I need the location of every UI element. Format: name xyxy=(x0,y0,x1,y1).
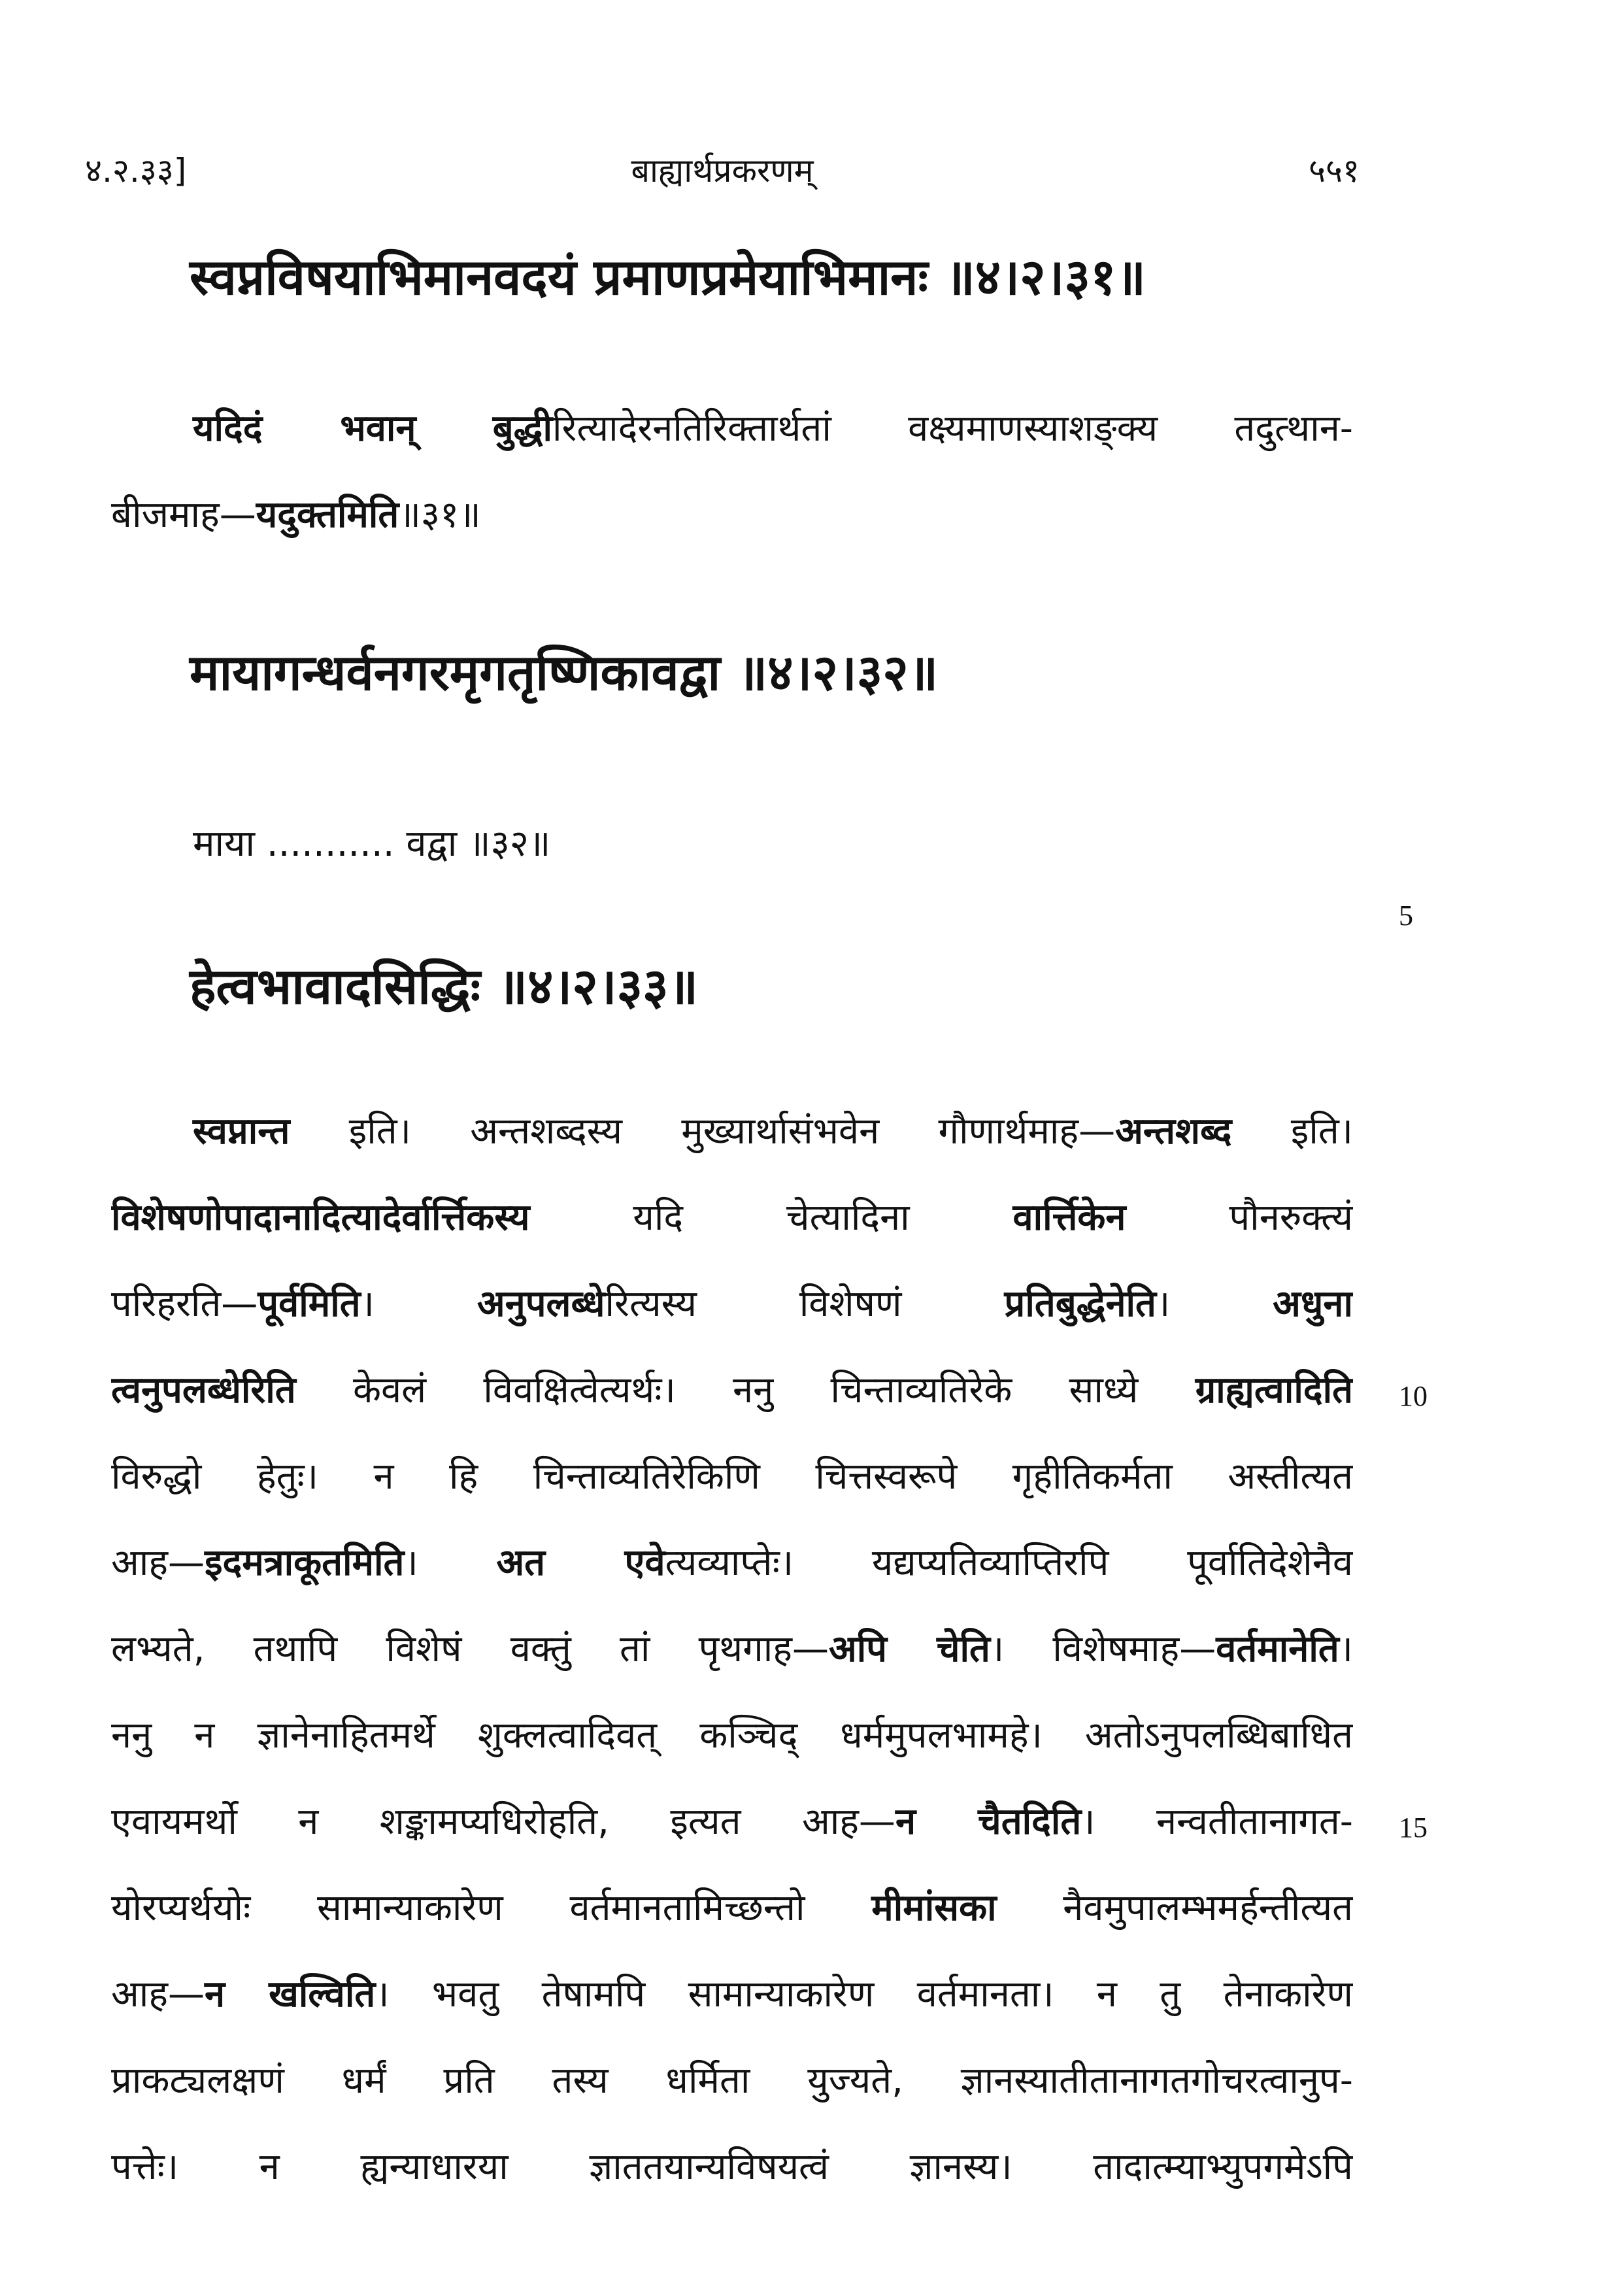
text-line xyxy=(111,2124,1353,2210)
bold-term: न खल्विति xyxy=(204,1973,376,2016)
text-run: एवायमर्थो न शङ्कामप्यधिरोहति, इत्यत आह— xyxy=(111,1800,895,1843)
text-line xyxy=(111,1175,1353,1261)
sutra-31: स्वप्नविषयाभिमानवदयं प्रमाणप्रमेयाभिमानः ॥४।२।३१॥ xyxy=(190,248,1146,306)
bold-term: ग्राह्यत्वादिति xyxy=(1195,1369,1353,1411)
text-run: यदि चेत्यादिना xyxy=(529,1196,1013,1239)
text-run: ॥३१॥ xyxy=(399,494,481,536)
section-reference: ४.२.३३] xyxy=(85,152,187,190)
line-number: 5 xyxy=(1399,900,1413,932)
text-line xyxy=(111,472,1353,558)
text-run: प्राकट्यलक्षणं धर्मं प्रति तस्य धर्मिता युज्यते, ज्ञानस्यातीतानागतगोचरत्वानुप- xyxy=(111,2059,1353,2102)
text-line xyxy=(111,1261,1353,1347)
line-number: 15 xyxy=(1399,1812,1428,1844)
text-run: नैवमुपालम्भमर्हन्तीत्यत xyxy=(996,1887,1353,1929)
bold-term: त्वनुपलब्धेरिति xyxy=(111,1369,296,1411)
text-line xyxy=(111,1693,1353,1779)
bold-term: मीमांसका xyxy=(871,1887,997,1929)
text-line xyxy=(111,1779,1353,1865)
bold-term: अन्तशब्द xyxy=(1115,1110,1232,1153)
text-line xyxy=(111,1606,1353,1693)
text-run: । विशेषमाह— xyxy=(990,1628,1216,1670)
text-run: बीजमाह— xyxy=(111,494,256,536)
text-line xyxy=(111,1865,1353,1951)
commentary-32: माया ........... वद्वा ॥३२॥ xyxy=(193,822,551,865)
text-line xyxy=(111,2038,1353,2124)
commentary-31 xyxy=(111,386,1353,558)
text-run: । xyxy=(360,1283,477,1325)
text-run: रित्यादेरनतिरिक्तार्थतां वक्ष्यमाणस्याशङ्क्य तदुत्थान- xyxy=(552,407,1353,450)
bold-term: इदमत्राकूतमिति xyxy=(204,1542,405,1584)
text-run: योरप्यर्थयोः सामान्याकारेण वर्तमानतामिच्छन्तो xyxy=(111,1887,872,1929)
text-run: । भवतु तेषामपि सामान्याकारेण वर्तमानता। न तु तेनाकारेण xyxy=(375,1973,1353,2016)
text-run: केवलं विवक्षित्वेत्यर्थः। ननु चिन्ताव्यतिरेके साध्ये xyxy=(295,1369,1195,1411)
bold-term: बुद्धी xyxy=(492,407,552,450)
text-line xyxy=(111,1520,1353,1606)
bold-term: अधुना xyxy=(1273,1283,1353,1325)
text-run: । xyxy=(1339,1628,1353,1670)
running-head xyxy=(85,147,1360,199)
line-number: 10 xyxy=(1399,1380,1428,1412)
bold-term: वार्त्तिकेन xyxy=(1012,1196,1126,1239)
bold-term: अपि चेति xyxy=(828,1628,990,1670)
text-run: आह— xyxy=(111,1542,205,1584)
text-run: ननु न ज्ञानेनाहितमर्थे शुक्लत्वादिवत् कञ्चिद् धर्ममुपलभामहे। अतोऽनुपलब्धिबाधित xyxy=(111,1714,1353,1757)
text-run: इति। अन्तशब्दस्य मुख्यार्थासंभवेन गौणार्थमाह— xyxy=(290,1110,1116,1153)
text-run: पौनरुक्त्यं xyxy=(1126,1196,1353,1239)
chapter-title: बाह्यार्थप्रकरणम् xyxy=(631,152,814,190)
bold-term: प्रतिबुद्धेनेति xyxy=(1004,1283,1156,1325)
bold-term: पूर्वमिति xyxy=(258,1283,361,1325)
bold-term: वर्तमानेति xyxy=(1216,1628,1339,1670)
text-line xyxy=(111,1434,1353,1520)
text-run: पत्तेः। न ह्यन्याधारया ज्ञाततयान्यविषयत्वं ज्ञानस्य। तादात्म्याभ्युपगमेऽपि xyxy=(111,2146,1353,2188)
bold-term: यदिदं भवान् xyxy=(193,407,416,450)
text-run: लभ्यते, तथापि विशेषं वक्तुं तां पृथगाह— xyxy=(111,1628,829,1670)
sutra-32: मायागन्धर्वनगरमृगतृष्णिकावद्वा ॥४।२।३२॥ xyxy=(190,643,939,701)
commentary-33 xyxy=(111,1089,1353,2210)
text-run: विरुद्धो हेतुः। न हि चिन्ताव्यतिरेकिणि चित्तस्वरूपे गृहीतिकर्मता अस्तीत्यत xyxy=(111,1455,1353,1498)
text-run: । xyxy=(1156,1283,1273,1325)
text-run: रित्यस्य विशेषणं xyxy=(605,1283,1005,1325)
text-line xyxy=(111,1089,1353,1175)
bold-term: स्वप्नान्त xyxy=(193,1110,290,1153)
bold-term: अनुपलब्धे xyxy=(476,1283,605,1325)
bold-term: अत एवे xyxy=(496,1542,665,1584)
text-run: । नन्वतीतानागत- xyxy=(1081,1800,1353,1843)
bold-term: न चैतदिति xyxy=(895,1800,1082,1843)
bold-term: यदुक्तमिति xyxy=(256,494,399,536)
text-line xyxy=(111,1347,1353,1434)
sutra-33: हेत्वभावादसिद्धिः ॥४।२।३३॥ xyxy=(190,957,699,1015)
bold-term: विशेषणोपादानादित्यादेर्वार्त्तिकस्य xyxy=(111,1196,530,1239)
text-run: आह— xyxy=(111,1973,205,2016)
text-line xyxy=(111,386,1353,472)
text-run: परिहरति— xyxy=(111,1283,258,1325)
text-run: इति। xyxy=(1231,1110,1353,1153)
page-number: ५५१ xyxy=(1309,152,1360,190)
text-run: त्यव्याप्तेः। यद्यप्यतिव्याप्तिरपि पूर्वातिदेशेनैव xyxy=(665,1542,1353,1584)
text-run: । xyxy=(404,1542,497,1584)
text-line xyxy=(111,1951,1353,2038)
